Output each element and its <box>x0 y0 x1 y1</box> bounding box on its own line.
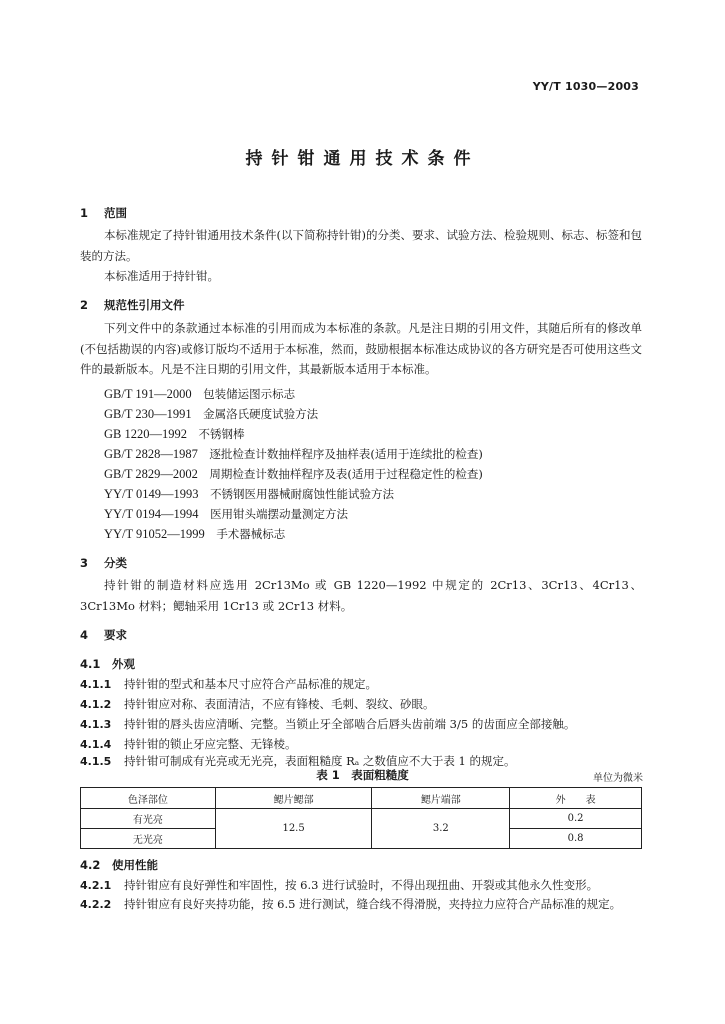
clause-item <box>80 716 575 732</box>
section-number: 3 <box>80 556 89 570</box>
references-intro-paragraph: 下列文件中的条款通过本标准的引用而成为本标准的条款。凡是注日期的引用文件，其随后所有的修改单(不包括勘误的内容)或修订版均不适用于本标准，然而，鼓励根据本标准达成协议的各方研究是否可使用这些文件的最新版本。凡是不注日期的引用文件，其最新版本适用于本标准。 <box>80 321 642 376</box>
reference-title: 逐批检查计数抽样程序及抽样表(适用于连续批的检查) <box>209 447 483 461</box>
reference-item <box>104 426 245 442</box>
table-cell-outer: 0.8 <box>510 829 642 849</box>
table-header-row <box>81 788 642 809</box>
clause-number: 4.1.5 <box>80 755 112 768</box>
clause-text: 持针钳的型式和基本尺寸应符合产品标准的规定。 <box>124 677 377 691</box>
subsection-heading-performance <box>80 857 158 873</box>
section-number: 4 <box>80 628 89 642</box>
section-heading-requirements <box>80 627 127 643</box>
clause-item <box>80 736 297 752</box>
subsection-number: 4.1 <box>80 657 101 671</box>
clause-number: 4.1.1 <box>80 678 112 691</box>
reference-item <box>104 406 318 422</box>
reference-code: YY/T 0149—1993 <box>104 487 199 501</box>
section-title: 规范性引用文件 <box>104 298 185 312</box>
subsection-title: 外观 <box>112 657 135 671</box>
scope-paragraph-1: 本标准规定了持针钳通用技术条件(以下简称持针钳)的分类、要求、试验方法、检验规则、标志、标签和包装的方法。 <box>80 228 642 263</box>
reference-code: GB 1220—1992 <box>104 427 187 441</box>
table-unit: 单位为微米 <box>593 773 643 784</box>
reference-title: 不锈钢棒 <box>198 427 245 441</box>
scope-paragraph-2: 本标准适用于持针钳。 <box>104 269 219 283</box>
reference-code: GB/T 230—1991 <box>104 407 192 421</box>
table-cell-outer: 0.2 <box>510 809 642 829</box>
section-heading-classification <box>80 555 127 571</box>
clause-text: 持针钳应有良好夹持功能，按 6.5 进行测试，缝合线不得滑脱，夹持拉力应符合产品标准的规定。 <box>124 897 622 911</box>
subsection-heading-appearance <box>80 656 135 672</box>
reference-item <box>104 466 483 482</box>
section-number: 2 <box>80 298 89 312</box>
clause-text: 持针钳应有良好弹性和牢固性，按 6.3 进行试验时，不得出现扭曲、开裂或其他永久性变形。 <box>124 878 599 892</box>
reference-code: GB/T 2829—2002 <box>104 467 198 481</box>
reference-title: 不锈钢医用器械耐腐蚀性能试验方法 <box>210 487 395 501</box>
clause-item <box>80 877 598 893</box>
clause-number: 4.1.4 <box>80 738 112 751</box>
table-row <box>81 809 642 829</box>
clause-number: 4.1.3 <box>80 718 112 731</box>
table-cell-end: 3.2 <box>372 809 510 849</box>
reference-title: 医用钳头端摆动量测定方法 <box>210 507 349 521</box>
reference-item <box>104 526 285 542</box>
section-heading-scope <box>80 205 127 221</box>
reference-item <box>104 506 348 522</box>
reference-code: YY/T 0194—1994 <box>104 507 199 521</box>
table-header-cell: 外 表 <box>510 788 642 809</box>
standard-code: YY/T 1030—2003 <box>532 80 639 93</box>
clause-text: 持针钳的唇头齿应清晰、完整。当锁止牙全部啮合后唇头齿前端 3/5 的齿面应全部接触。 <box>124 717 576 731</box>
clause-item <box>80 696 435 712</box>
section-title: 要求 <box>104 628 127 642</box>
clause-text: 持针钳应对称、表面清洁，不应有锋棱、毛刺、裂纹、砂眼。 <box>124 697 435 711</box>
reference-code: GB/T 2828—1987 <box>104 447 198 461</box>
reference-title: 手术器械标志 <box>216 527 286 541</box>
clause-number: 4.2.2 <box>80 898 112 911</box>
reference-title: 包装储运图示标志 <box>203 387 296 401</box>
section-title: 范围 <box>104 206 127 220</box>
surface-roughness-table <box>80 787 642 849</box>
section-title: 分类 <box>104 556 127 570</box>
clause-item <box>80 676 377 692</box>
clause-number: 4.1.2 <box>80 698 112 711</box>
classification-paragraph: 持针钳的制造材料应选用 2Cr13Mo 或 GB 1220—1992 中规定的 2Cr13、3Cr13、4Cr13、3Cr13Mo 材料；鳃轴采用 1Cr13 或 2Cr13 材料。 <box>80 578 642 613</box>
table-cell-label: 无光亮 <box>81 829 216 849</box>
subsection-title: 使用性能 <box>112 858 158 872</box>
table-caption: 表 1 表面粗糙度 <box>316 768 409 782</box>
reference-item <box>104 486 394 502</box>
subsection-number: 4.2 <box>80 858 101 872</box>
clause-item <box>80 894 642 916</box>
section-number: 1 <box>80 206 89 220</box>
table-cell-gill: 12.5 <box>215 809 372 849</box>
table-cell-label: 有光亮 <box>81 809 216 829</box>
reference-item <box>104 386 295 402</box>
clause-text: 持针钳的锁止牙应完整、无锋棱。 <box>124 737 297 751</box>
table-header-cell: 鳃片鳃部 <box>215 788 372 809</box>
reference-code: GB/T 191—2000 <box>104 387 192 401</box>
clause-text: 持针钳可制成有光亮或无光亮，表面粗糙度 Rₐ 之数值应不大于表 1 的规定。 <box>124 754 516 768</box>
reference-title: 金属洛氏硬度试验方法 <box>203 407 319 421</box>
reference-item <box>104 446 483 462</box>
reference-title: 周期检查计数抽样程序及表(适用于过程稳定性的检查) <box>209 467 483 481</box>
table-header-cell: 色泽部位 <box>81 788 216 809</box>
section-heading-normative-references <box>80 297 185 313</box>
table-header-cell: 鳃片端部 <box>372 788 510 809</box>
reference-code: YY/T 91052—1999 <box>104 527 205 541</box>
clause-number: 4.2.1 <box>80 879 112 892</box>
document-title: 持针钳通用技术条件 <box>245 149 480 169</box>
